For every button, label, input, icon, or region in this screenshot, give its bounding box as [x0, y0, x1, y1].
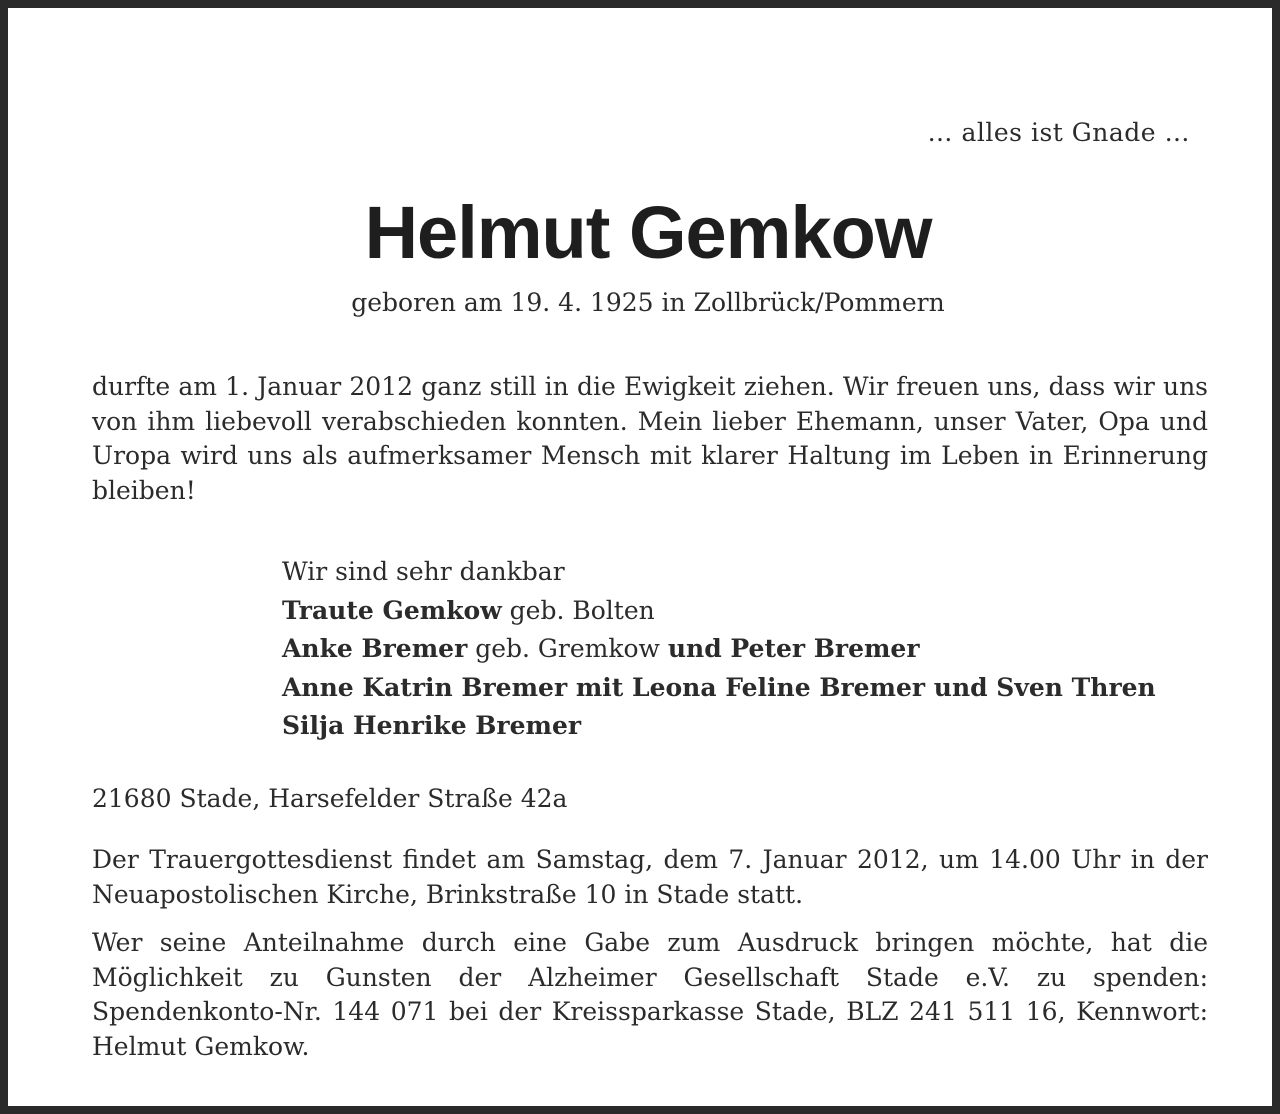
birth-line: geboren am 19. 4. 1925 in Zollbrück/Pommern	[351, 288, 945, 317]
signer-line-2	[282, 630, 1156, 669]
donation-paragraph: Wer seine Anteilnahme durch eine Gabe zum Ausdruck bringen möchte, hat die Möglichkeit zu Gunsten der Alzheimer Gesellschaft Stade e.V. zu spenden: Spendenkonto-Nr. 144 071 bei der Kreissparkasse Stade, BLZ 241 511 16, Kennwort: Helmut Gemkow.	[92, 928, 1208, 1061]
signer-line-3: Anne Katrin Bremer mit Leona Feline Bremer und Sven Thren	[282, 672, 1156, 702]
signers-block	[282, 553, 1156, 746]
intro-paragraph: durfte am 1. Januar 2012 ganz still in die Ewigkeit ziehen. Wir freuen uns, dass wir uns von ihm liebevoll verabschieden konnten. Mein lieber Ehemann, unser Vater, Opa und Uropa wird uns als aufmerksamer Mensch mit klarer Haltung im Leben in Erinnerung bleiben!	[92, 372, 1208, 505]
signer-name: Traute Gemkow	[282, 595, 502, 625]
signer-note: geb. Gremkow	[467, 634, 668, 663]
motto: … alles ist Gnade …	[927, 118, 1190, 147]
deceased-name: Helmut Gemkow	[364, 191, 932, 274]
signer-line-1	[282, 592, 1156, 631]
service-paragraph: Der Trauergottesdienst findet am Samstag, dem 7. Januar 2012, um 14.00 Uhr in der Neuapostolischen Kirche, Brinkstraße 10 in Stade statt.	[92, 845, 1208, 909]
thanks-line: Wir sind sehr dankbar	[282, 557, 565, 586]
address: 21680 Stade, Harsefelder Straße 42a	[92, 784, 568, 813]
signer-note: geb. Bolten	[501, 595, 655, 625]
signer-name: Anke Bremer	[282, 634, 468, 663]
signer-line-4: Silja Henrike Bremer	[282, 711, 582, 740]
signer-name: und Peter Bremer	[667, 634, 920, 663]
